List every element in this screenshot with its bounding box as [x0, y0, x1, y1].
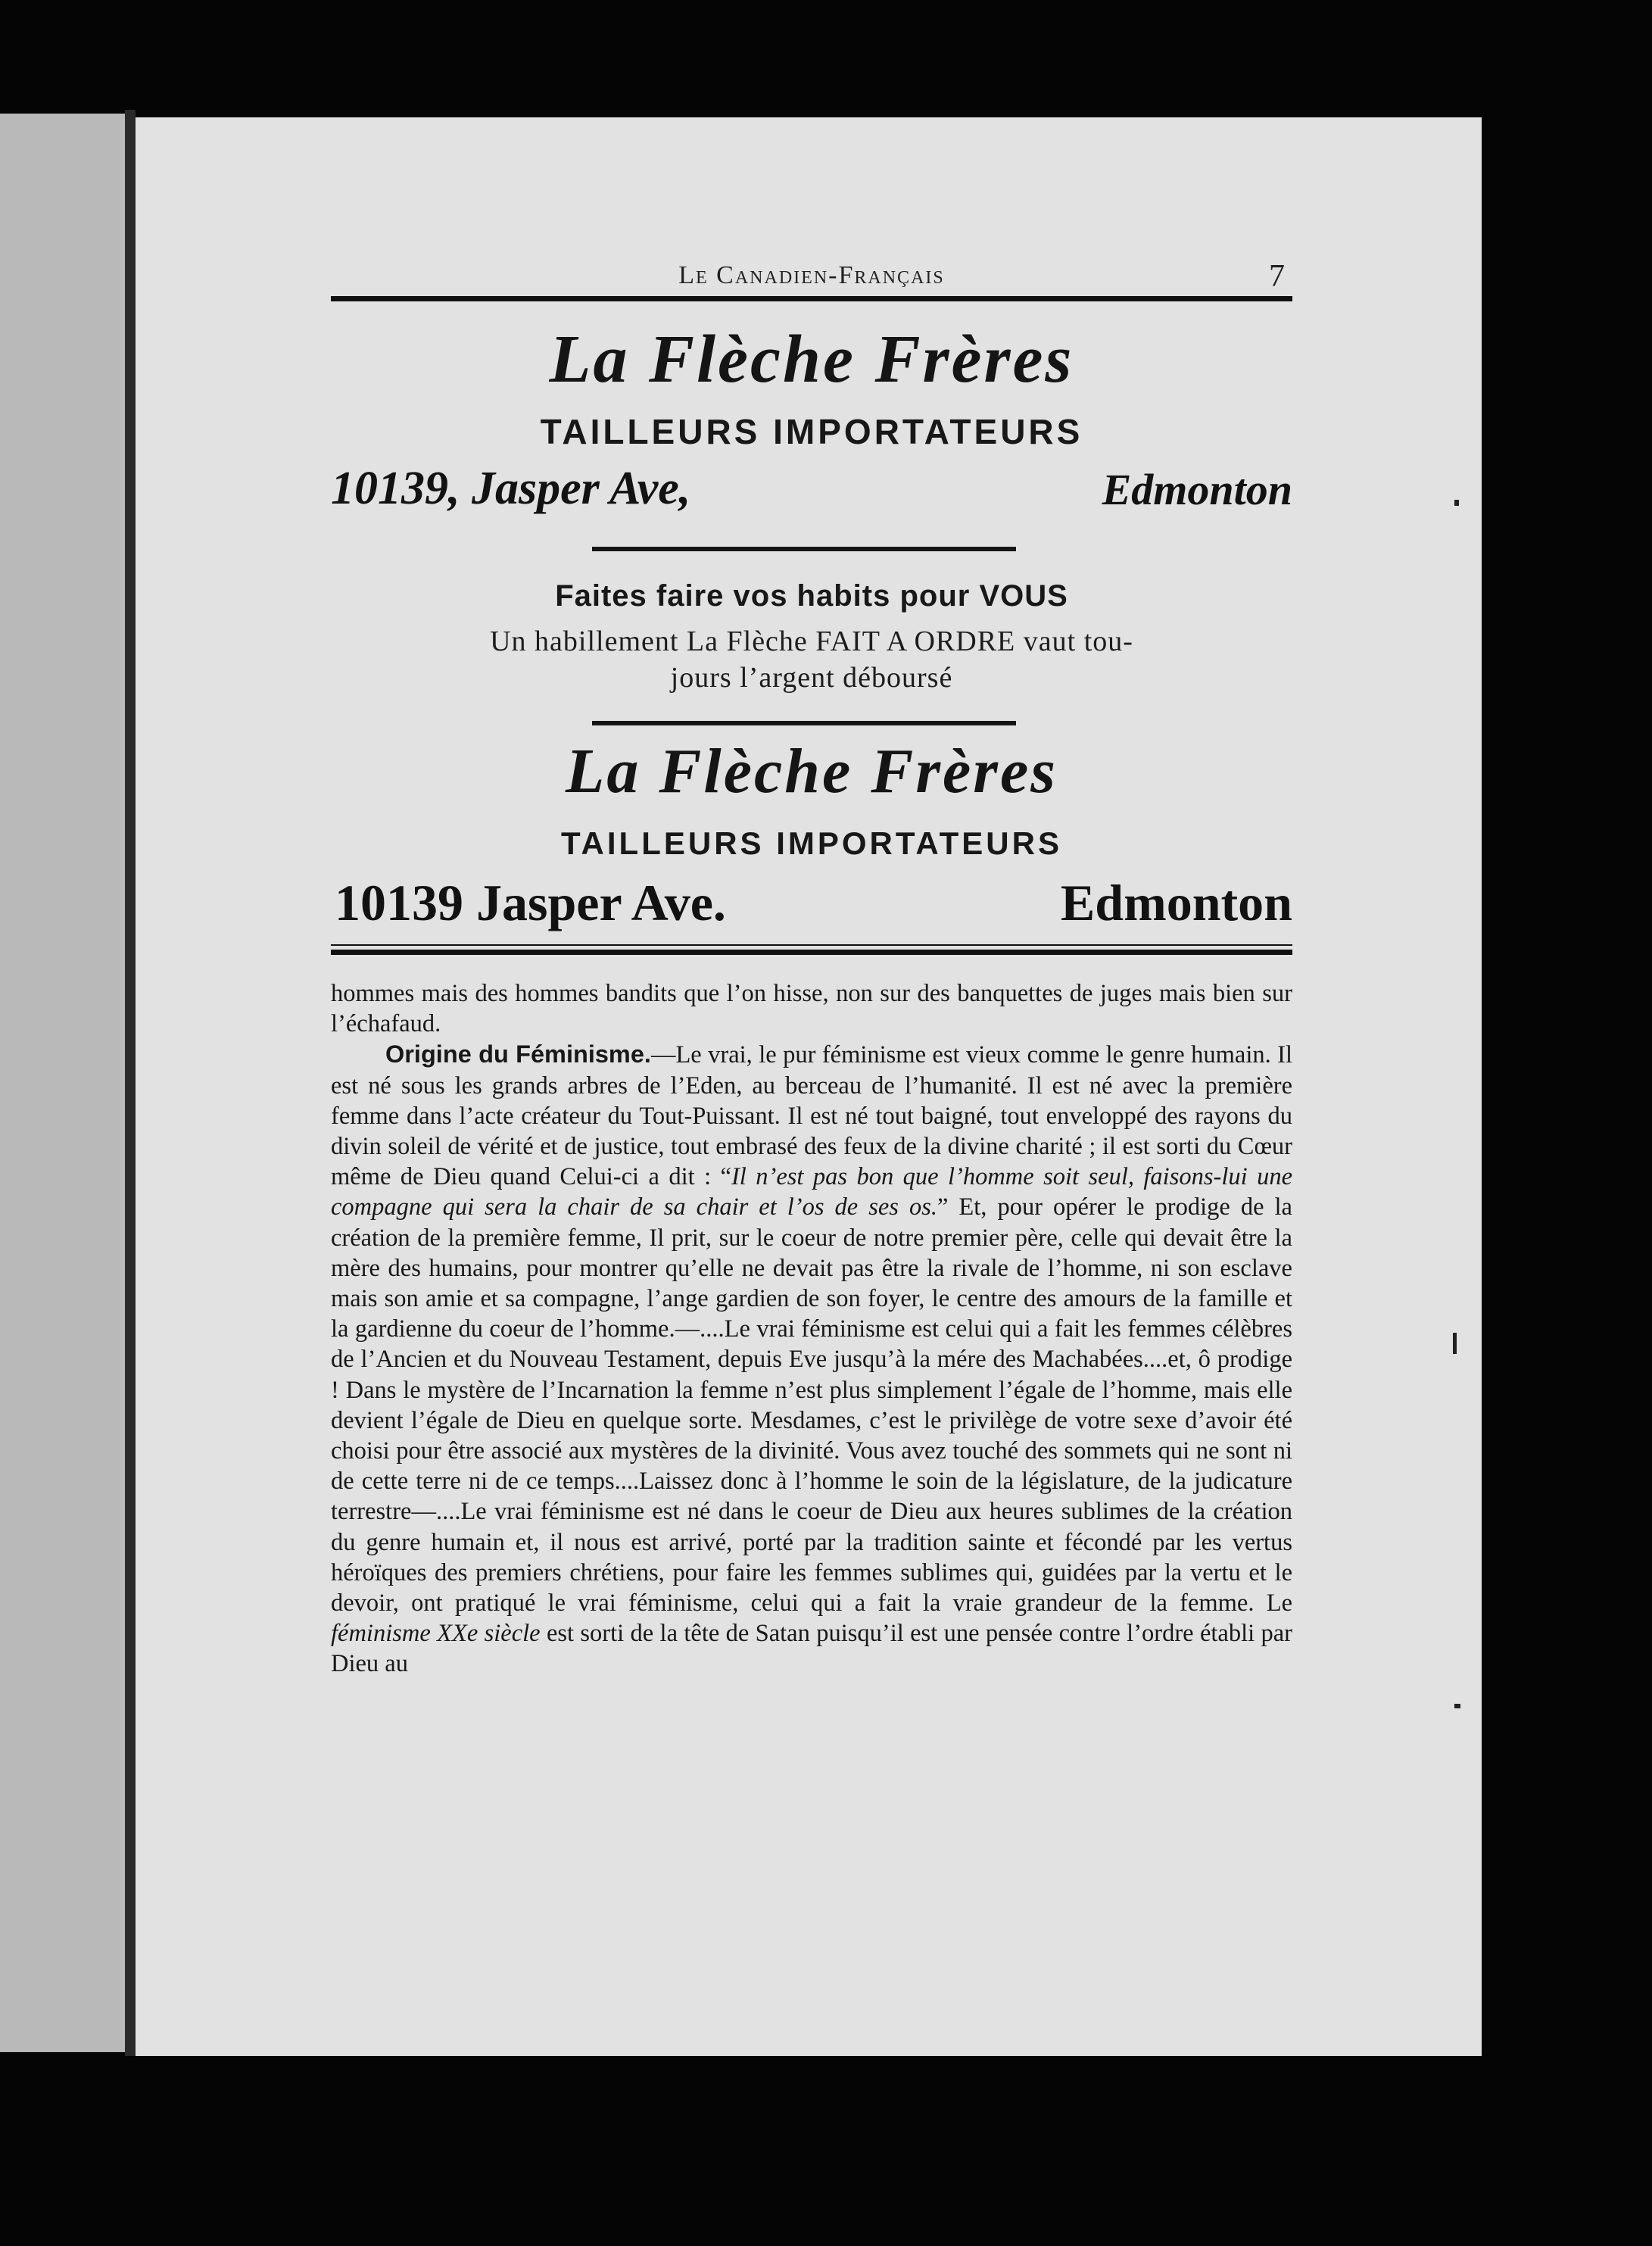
blurb-line-1: Un habillement La Flèche FAIT A ORDRE vaut tou-	[490, 625, 1133, 657]
book-gutter	[125, 110, 136, 2056]
article-quote: Il n’est pas bon que l’homme soit seul, faisons-lui une compagne qui sera la chair de sa chair et l’os de ses os.	[331, 1163, 1292, 1221]
ad1-divider	[592, 547, 1016, 551]
ad1-city: Edmonton	[1102, 465, 1292, 514]
facing-page-edge	[0, 114, 125, 2052]
article-term: féminisme XXe siècle	[331, 1620, 541, 1648]
ad1-title: La Flèche Frères	[549, 322, 1074, 397]
blurb-line-2: jours l’argent déboursé	[670, 662, 953, 694]
ad2-rule-top	[331, 944, 1292, 946]
article-paragraph	[331, 1039, 1292, 1679]
ad1-subtitle: TAILLEURS IMPORTATEURS	[540, 412, 1083, 451]
ad2-address: 10139 Jasper Ave.	[335, 874, 726, 931]
page-number: 7	[1269, 259, 1285, 294]
article-body	[331, 978, 1292, 1680]
scan-speck	[1454, 1704, 1460, 1708]
ad2-title: La Flèche Frères	[566, 736, 1058, 806]
ad2-rule-bottom	[331, 950, 1292, 955]
article-text-2: ” Et, pour opérer le prodige de la création de la première femme, Il prit, sur le coeur de notre premier père, celle qui devait être la mère des humains, pour montrer qu’elle ne devait pas être la rivale de l’homme, ni son esclave mais son amie et sa compagne, l’ange gardien de son foyer, le centre des amours de la famille et la gardienne du coeur de l’homme.—....Le vrai féminisme est celui qui a fait les femmes célèbres de l’Ancien et du Nouveau Testament, depuis Eve jusqu’à la mére des Machabées....et, ô prodige ! Dans le mystère de l’Incarnation la femme n’est plus simplement l’égale de l’homme, mais elle devient l’égale de Dieu en quelque sorte. Mesdames, c’est le privilège de votre sexe d’avoir été choisi pour être associé aux mystères de la divinité. Vous avez touché des sommets qui ne sont ni de cette terre ni de ce temps....Laissez donc à l’homme le soin de la législature, de la judicature terrestre—....Le vrai féminisme est né dans le coeur de Dieu aux heures sublimes de la création du genre humain et, il nous est arrivé, porté par la tradition sainte et fécondé par les vertus héroïques des premiers chrétiens, pour faire les femmes sublimes qui, guidées par la vertu et le devoir, ont pratiqué le vrai féminisme, celui qui a fait la vraie grandeur de la femme. Le	[331, 1193, 1292, 1617]
article-text-3: est sorti de la tête de Satan puisqu’il est une pensée contre l’ordre établi par Dieu au	[331, 1620, 1292, 1678]
tagline: Faites faire vos habits pour VOUS	[555, 579, 1068, 613]
article-text-1: —Le vrai, le pur féminisme est vieux comme le genre humain. Il est né sous les grands arbres de l’Eden, au berceau de l’humanité. Il est né avec la première femme dans l’acte créateur du Tout-Puissant. Il est né tout baigné, tout enveloppé des rayons du divin soleil de vérité et de justice, tout embrasé des feux de la divine charité ; il est sorti du Cœur même de Dieu quand Celui-ci a dit : “	[331, 1041, 1293, 1191]
ad2-divider	[592, 721, 1016, 725]
scan-speck	[1454, 500, 1459, 506]
scanned-page	[136, 117, 1482, 2056]
article-heading: Origine du Féminisme.	[385, 1040, 651, 1068]
scan-speck	[1453, 1333, 1457, 1354]
running-title: Le Canadien-Français	[678, 261, 945, 289]
ad2-subtitle: TAILLEURS IMPORTATEURS	[561, 825, 1062, 861]
ad1-address: 10139, Jasper Ave,	[331, 463, 691, 514]
ad2-city: Edmonton	[1060, 874, 1292, 931]
article-continuation: hommes mais des hommes bandits que l’on hisse, non sur des banquettes de juges mais bien sur l’échafaud.	[331, 980, 1292, 1038]
header-rule	[331, 296, 1292, 301]
